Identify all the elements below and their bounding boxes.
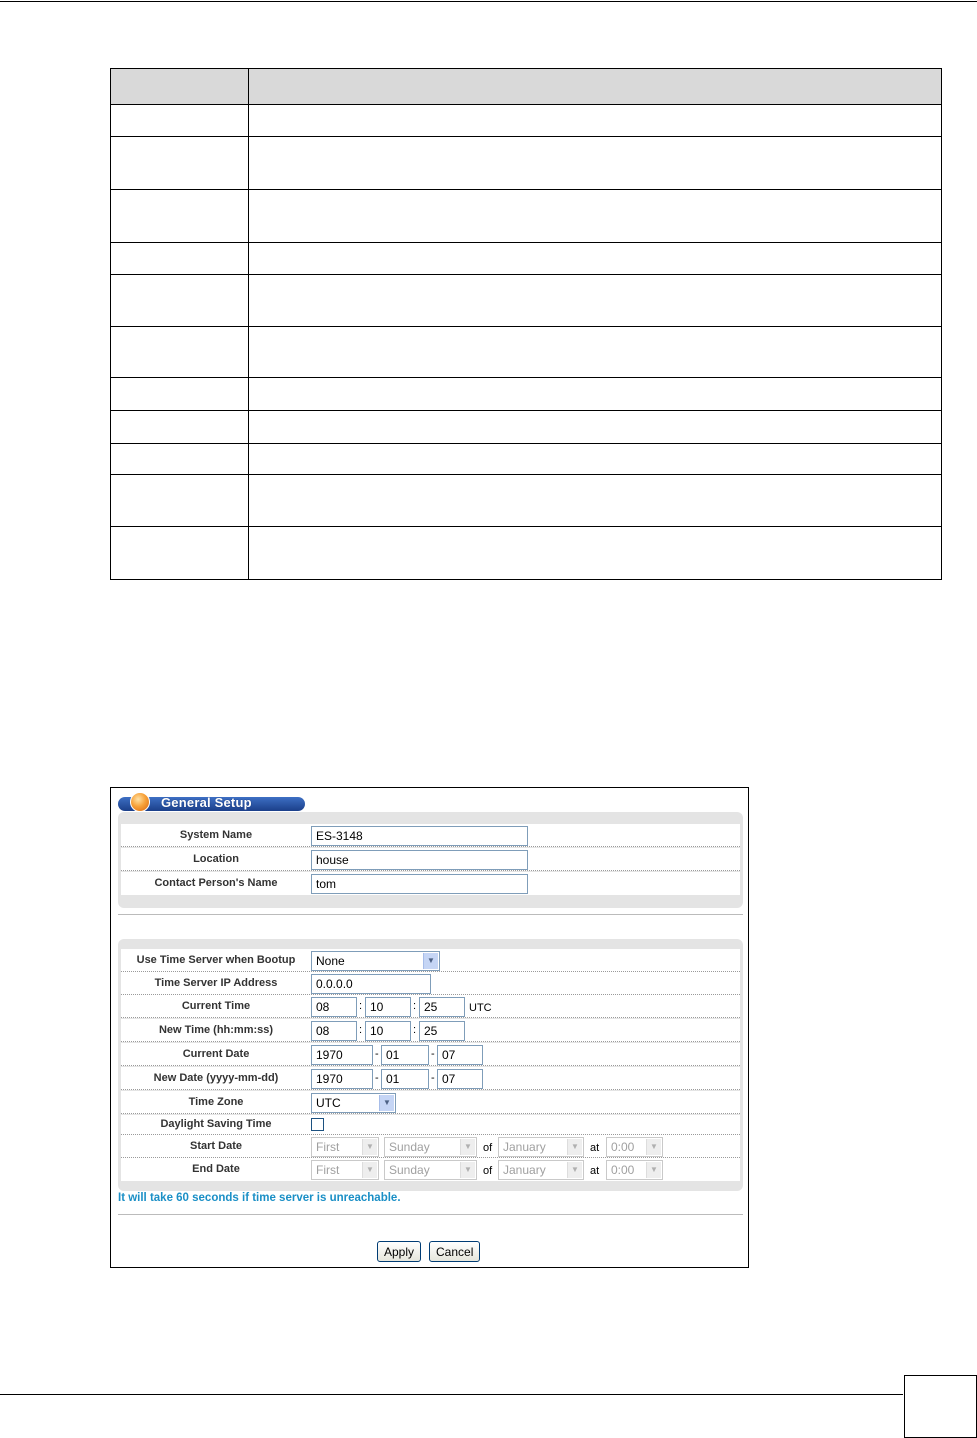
chevron-down-icon: ▼ bbox=[646, 1139, 661, 1155]
new-time-hh-input[interactable]: 08 bbox=[311, 1021, 357, 1041]
contact-row bbox=[121, 872, 740, 895]
end-day-value: Sunday bbox=[389, 1163, 430, 1177]
system-name-row bbox=[121, 824, 740, 847]
table-row bbox=[111, 527, 942, 580]
new-date-dd-input[interactable]: 07 bbox=[437, 1069, 483, 1089]
new-time-label: New Time (hh:mm:ss) bbox=[158, 1024, 274, 1036]
page-title: General Setup bbox=[161, 795, 252, 810]
end-day-select[interactable] bbox=[384, 1160, 477, 1180]
start-time-select[interactable] bbox=[606, 1137, 663, 1157]
dst-label: Daylight Saving Time bbox=[160, 1118, 272, 1130]
at-label: at bbox=[590, 1165, 600, 1177]
time-zone-row bbox=[121, 1091, 740, 1114]
cancel-button[interactable]: Cancel bbox=[429, 1241, 480, 1262]
field-description-table bbox=[110, 68, 942, 580]
table-row bbox=[111, 190, 942, 243]
chevron-down-icon: ▼ bbox=[646, 1162, 661, 1178]
chevron-down-icon: ▼ bbox=[362, 1139, 377, 1155]
date-separator: - bbox=[431, 1048, 435, 1060]
end-month-select[interactable] bbox=[498, 1160, 584, 1180]
footer-rule bbox=[0, 1394, 903, 1395]
table-row bbox=[111, 105, 942, 137]
current-date-dd: 07 bbox=[437, 1045, 483, 1065]
location-input[interactable]: house bbox=[311, 850, 528, 870]
utc-label: UTC bbox=[469, 1002, 492, 1014]
section-divider bbox=[118, 914, 743, 915]
end-time-value: 0:00 bbox=[611, 1163, 635, 1177]
current-date-mm: 01 bbox=[381, 1045, 429, 1065]
start-week-value: First bbox=[316, 1140, 340, 1154]
start-day-select[interactable] bbox=[384, 1137, 477, 1157]
system-name-input[interactable]: ES-3148 bbox=[311, 826, 528, 846]
current-time-mm: 10 bbox=[365, 997, 411, 1017]
table-row bbox=[111, 444, 942, 475]
new-time-ss-input[interactable]: 25 bbox=[419, 1021, 465, 1041]
contact-input[interactable]: tom bbox=[311, 874, 528, 894]
end-month-value: January bbox=[503, 1163, 546, 1177]
contact-label: Contact Person's Name bbox=[154, 877, 278, 889]
time-server-bootup-value: None bbox=[316, 954, 345, 968]
title-orb-icon bbox=[130, 792, 150, 812]
system-info-group bbox=[118, 812, 743, 908]
new-date-row bbox=[121, 1067, 740, 1090]
start-date-row bbox=[121, 1135, 740, 1158]
table-row bbox=[111, 475, 942, 527]
of-label: of bbox=[483, 1165, 493, 1177]
table-row bbox=[111, 275, 942, 327]
apply-button[interactable]: Apply bbox=[377, 1241, 421, 1262]
end-week-value: First bbox=[316, 1163, 340, 1177]
table-row bbox=[111, 378, 942, 411]
chevron-down-icon: ▼ bbox=[567, 1162, 582, 1178]
time-server-bootup-row bbox=[121, 949, 740, 972]
date-separator: - bbox=[431, 1072, 435, 1084]
current-time-row bbox=[121, 995, 740, 1018]
start-date-label: Start Date bbox=[190, 1140, 242, 1152]
end-date-row bbox=[121, 1158, 740, 1181]
time-server-ip-row bbox=[121, 972, 740, 995]
time-server-bootup-label: Use Time Server when Bootup bbox=[136, 954, 296, 966]
location-label: Location bbox=[193, 853, 239, 865]
table-row bbox=[111, 411, 942, 444]
dst-row bbox=[121, 1115, 740, 1135]
time-separator: : bbox=[413, 1024, 417, 1036]
system-name-label: System Name bbox=[179, 829, 253, 841]
chevron-down-icon: ▼ bbox=[379, 1095, 394, 1111]
table-row bbox=[111, 243, 942, 275]
current-date-label: Current Date bbox=[182, 1048, 250, 1060]
of-label: of bbox=[483, 1142, 493, 1154]
timeout-note: It will take 60 seconds if time server is unreachable. bbox=[118, 1192, 401, 1204]
table-header-row bbox=[111, 69, 942, 105]
table-row bbox=[111, 327, 942, 378]
location-row bbox=[121, 848, 740, 871]
time-zone-label: Time Zone bbox=[188, 1096, 244, 1108]
time-separator: : bbox=[359, 1024, 363, 1036]
time-zone-select[interactable] bbox=[311, 1093, 396, 1113]
table-row bbox=[111, 137, 942, 190]
start-time-value: 0:00 bbox=[611, 1140, 635, 1154]
start-month-select[interactable] bbox=[498, 1137, 584, 1157]
chevron-down-icon: ▼ bbox=[423, 953, 438, 969]
time-settings-group bbox=[118, 939, 743, 1191]
date-separator: - bbox=[375, 1072, 379, 1084]
new-date-mm-input[interactable]: 01 bbox=[381, 1069, 429, 1089]
new-time-mm-input[interactable]: 10 bbox=[365, 1021, 411, 1041]
general-setup-screen bbox=[110, 787, 749, 1268]
current-date-row bbox=[121, 1043, 740, 1066]
new-time-row bbox=[121, 1019, 740, 1042]
end-week-select[interactable] bbox=[311, 1160, 379, 1180]
time-separator: : bbox=[413, 1000, 417, 1012]
end-date-label: End Date bbox=[192, 1163, 240, 1175]
chevron-down-icon: ▼ bbox=[460, 1139, 475, 1155]
page-number-box bbox=[904, 1375, 977, 1438]
new-date-label: New Date (yyyy-mm-dd) bbox=[153, 1072, 279, 1084]
end-time-select[interactable] bbox=[606, 1160, 663, 1180]
time-server-ip-label: Time Server IP Address bbox=[154, 977, 278, 989]
chevron-down-icon: ▼ bbox=[567, 1139, 582, 1155]
start-week-select[interactable] bbox=[311, 1137, 379, 1157]
section-divider bbox=[118, 1214, 743, 1215]
time-zone-value: UTC bbox=[316, 1096, 341, 1110]
time-server-ip-input[interactable]: 0.0.0.0 bbox=[311, 974, 431, 994]
current-time-hh: 08 bbox=[311, 997, 357, 1017]
chevron-down-icon: ▼ bbox=[362, 1162, 377, 1178]
current-date-yyyy: 1970 bbox=[311, 1045, 373, 1065]
date-separator: - bbox=[375, 1048, 379, 1060]
header-rule bbox=[0, 1, 977, 2]
at-label: at bbox=[590, 1142, 600, 1154]
chevron-down-icon: ▼ bbox=[460, 1162, 475, 1178]
time-separator: : bbox=[359, 1000, 363, 1012]
current-time-ss: 25 bbox=[419, 997, 465, 1017]
time-server-bootup-select[interactable] bbox=[311, 951, 440, 971]
new-date-yyyy-input[interactable]: 1970 bbox=[311, 1069, 373, 1089]
start-day-value: Sunday bbox=[389, 1140, 430, 1154]
dst-checkbox[interactable] bbox=[311, 1118, 324, 1131]
start-month-value: January bbox=[503, 1140, 546, 1154]
current-time-label: Current Time bbox=[181, 1000, 251, 1012]
